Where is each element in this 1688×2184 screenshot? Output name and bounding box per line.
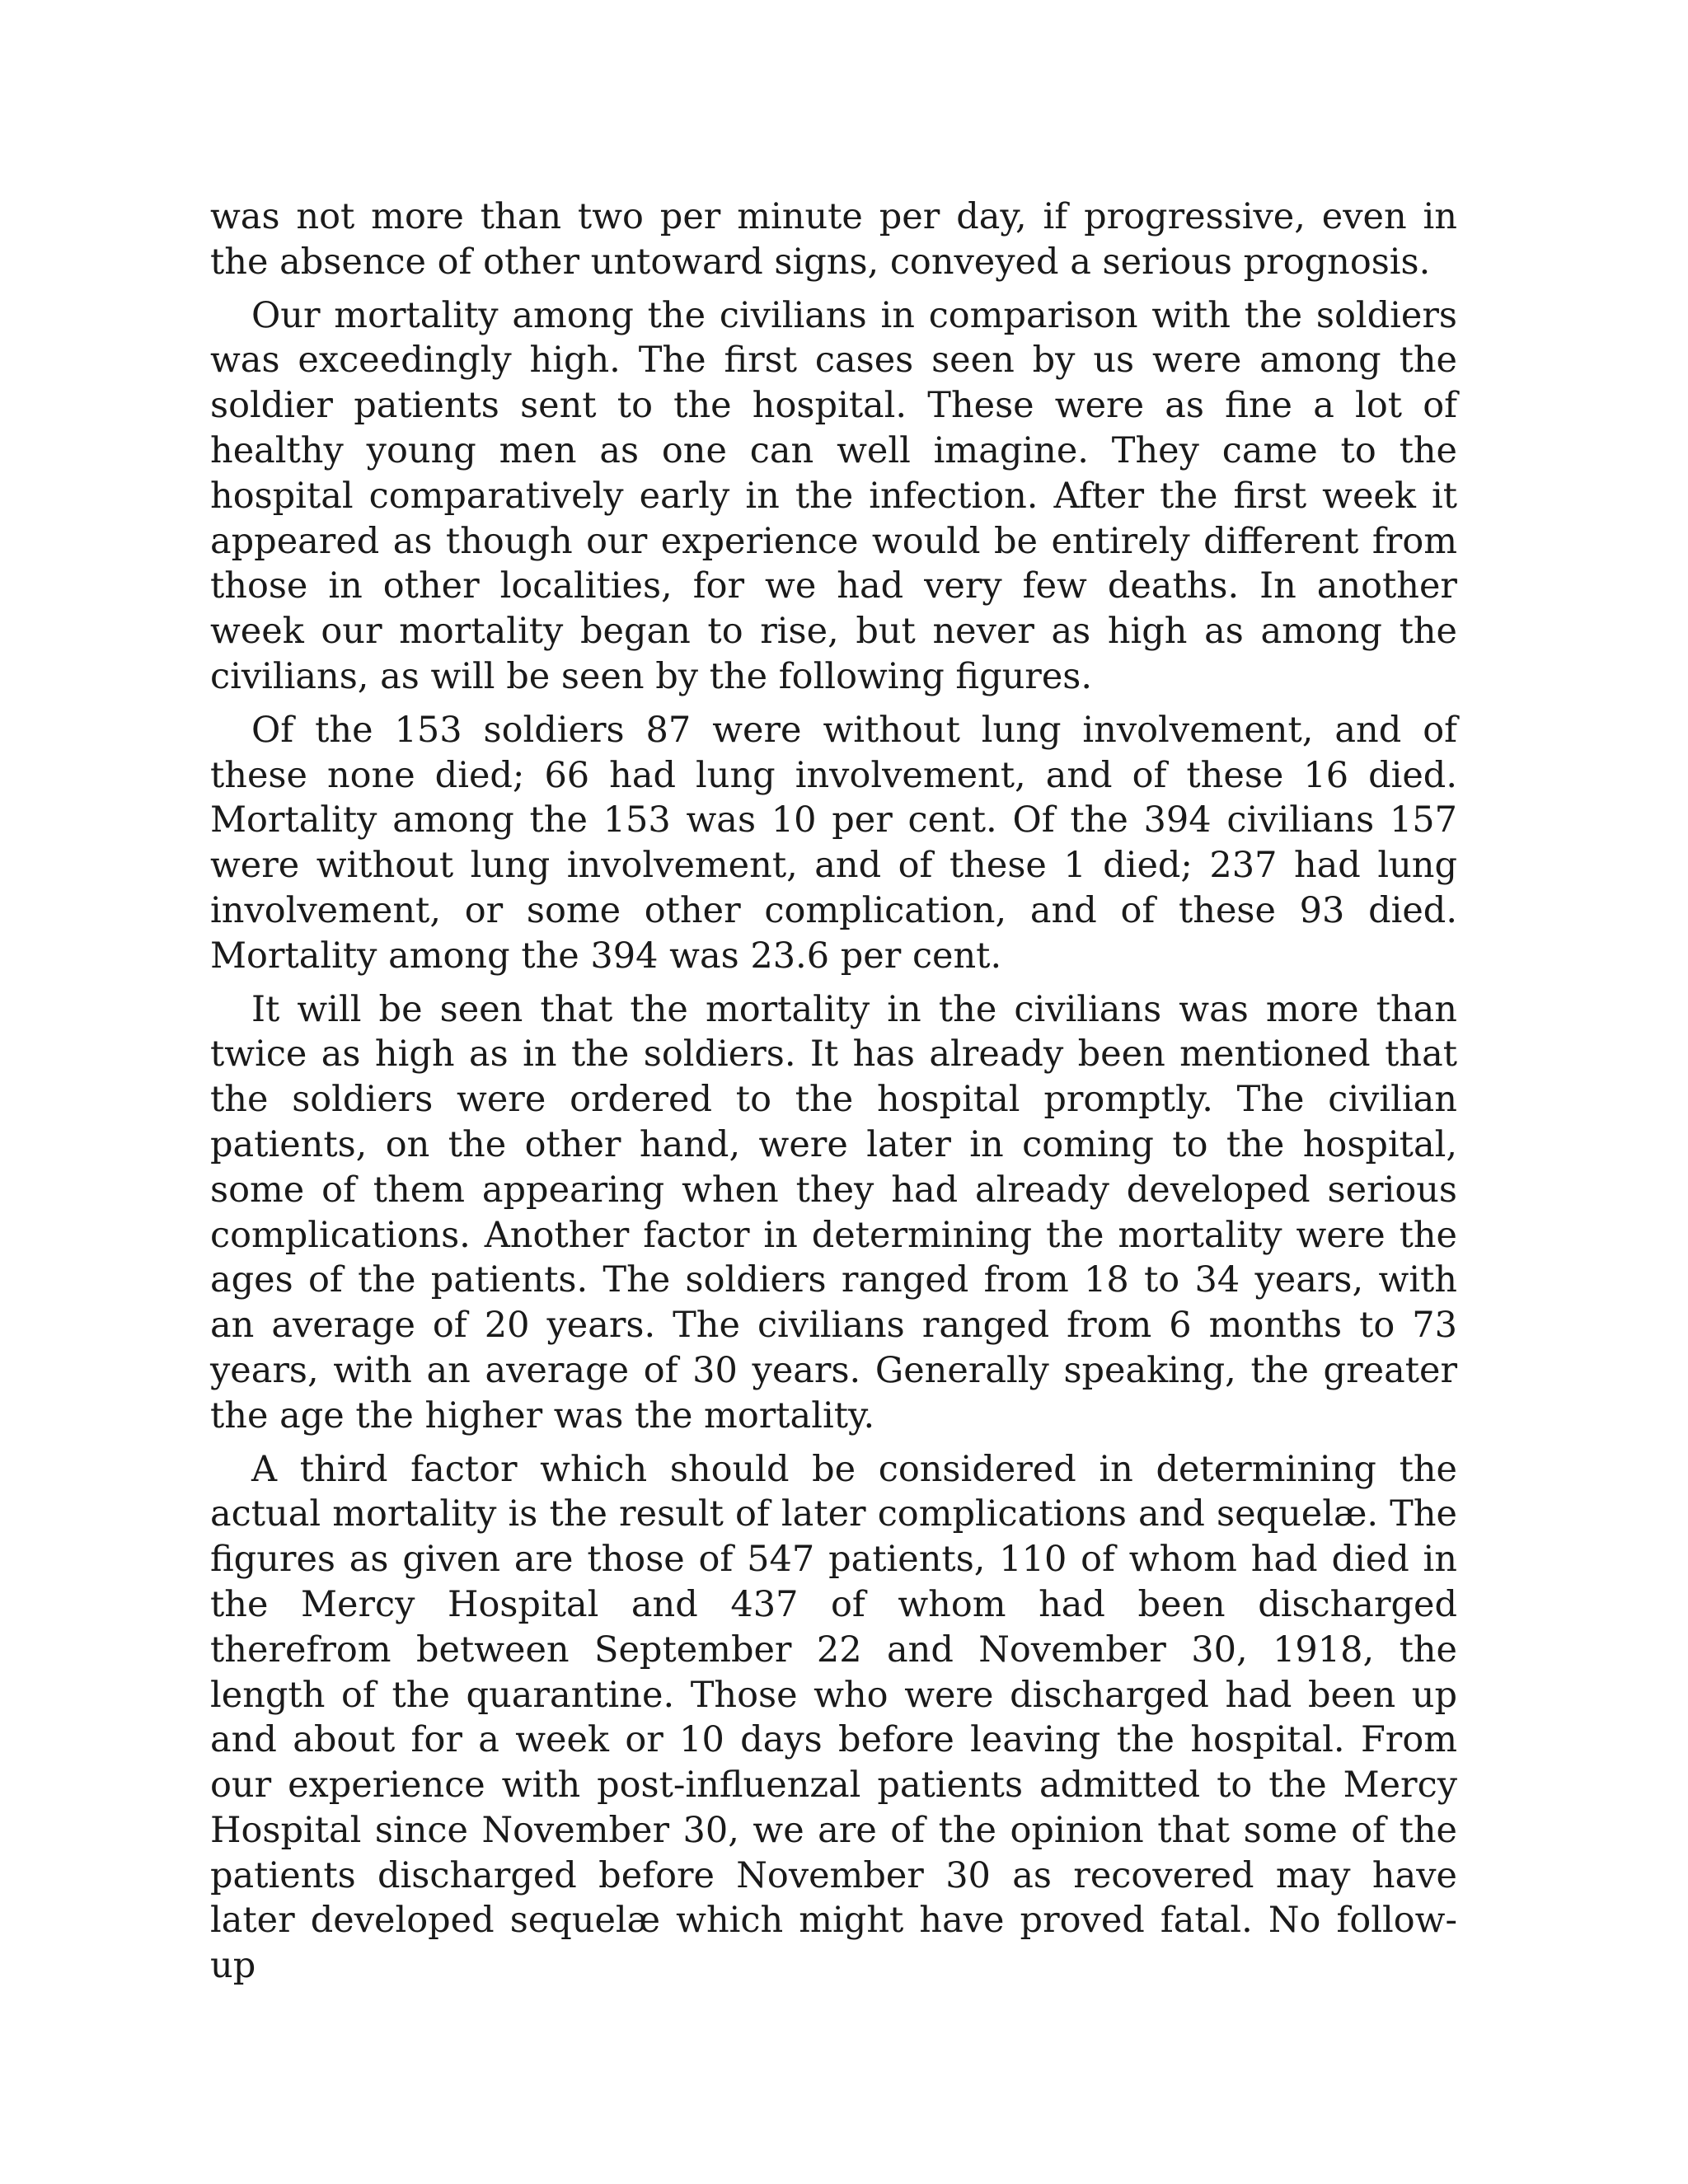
paragraph-mortality-comparison: Our mortality among the civilians in comparison with the soldiers was exceedingly high. The first cases seen by us were among the soldier patients sent to the hospital. These were as fine a lot of healthy young men as one can well imagine. They came to the hospital comparatively early in the infection. After the first week it appeared as though our experience would be entirely different from those in other localities, for we had very few deaths. In another week our mortality began to rise, but never as high as among the civilians, as will be seen by the following figures. (210, 294, 1457, 697)
paragraph-figures: Of the 153 soldiers 87 were without lung involvement, and of these none died; 66 had lung involvement, and of these 16 died. Mortality among the 153 was 10 per cent. Of the 394 civilians 157 were without lung involvement, and of these 1 died; 237 had lung involvement, or some other complication, and of these 93 died. Mortality among the 394 was 23.6 per cent. (210, 709, 1457, 977)
paragraph-ages: It will be seen that the mortality in the civilians was more than twice as high as in the soldiers. It has already been mentioned that the soldiers were ordered to the hospital promptly. The civilian patients, on the other hand, were later in coming to the hospital, some of them appearing when they had already developed serious complications. Another factor in determining the mortality were the ages of the patients. The soldiers ranged from 18 to 34 years, with an average of 20 years. The civilians ranged from 6 months to 73 years, with an average of 30 years. Generally speaking, the greater the age the higher was the mortality. (210, 988, 1457, 1436)
paragraph-continuation: was not more than two per minute per day, if progressive, even in the absence of other untoward signs, conveyed a serious prognosis. (210, 196, 1457, 283)
paragraph-third-factor: A third factor which should be considered in determining the actual mortality is the result of later complications and sequelæ. The figures as given are those of 547 patients, 110 of whom had died in the Mercy Hospital and 437 of whom had been discharged therefrom between September 22 and November 30, 1918, the length of the quarantine. Those who were discharged had been up and about for a week or 10 days before leaving the hospital. From our experience with post-influenzal patients admitted to the Mercy Hospital since November 30, we are of the opinion that some of the patients discharged before November 30 as recovered may have later developed sequelæ which might have proved fatal. No follow-up (210, 1448, 1457, 1987)
page-body (210, 194, 1457, 1997)
